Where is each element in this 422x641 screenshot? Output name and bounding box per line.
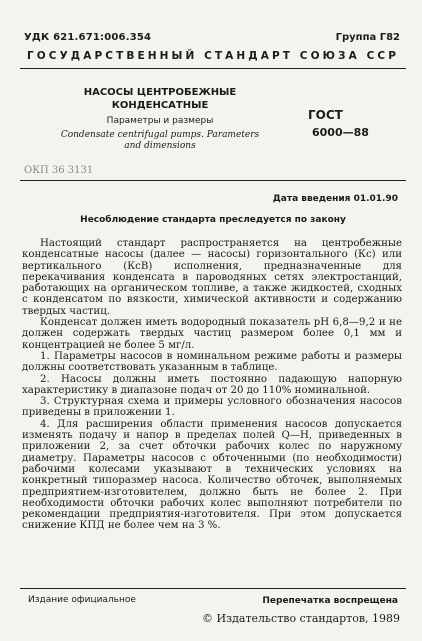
copyright: © Издательство стандартов, 1989 [202, 612, 400, 625]
official-edition: Издание официальное [28, 595, 136, 605]
okp-rule [20, 180, 406, 181]
subtitle: Параметры и размеры [106, 116, 214, 126]
okp-code: ОКП 36 3131 [24, 165, 94, 176]
title-line-1: НАСОСЫ ЦЕНТРОБЕЖНЫЕ [83, 87, 237, 98]
title-line-2: КОНДЕНСАТНЫЕ [111, 100, 209, 111]
udk-code: УДК 621.671:006.354 [24, 32, 152, 43]
footer-rule [20, 588, 406, 589]
group-code: Группа Г82 [335, 32, 400, 43]
reprint-prohibited: Перепечатка воспрещена [262, 596, 398, 606]
paragraph-clause-3: 3. Структурная схема и примеры условного обозначения насосов приведены в приложении 1. [22, 396, 402, 419]
standard-banner: ГОСУДАРСТВЕННЫЙ СТАНДАРТ СОЮЗА ССР [26, 50, 399, 62]
paragraph-clause-2: 2. Насосы должны иметь постоянно падающую напорную характеристику в диапазоне подач от 20 до 110% номинальной. [22, 373, 402, 396]
paragraph-condensate: Конденсат должен иметь водородный показатель pH 6,8—9,2 и не должен содержать твердых частиц размером более 0,1 мм и концентрацией не более 5 мг/л. [22, 317, 402, 351]
standard-body [22, 238, 402, 532]
paragraph-scope: Настоящий стандарт распространяется на центробежные конденсатные насосы (далее — насосы) горизонтального (Кс) или вертикального (КсВ) исполнения, предназначенные для перекачивания конденсата в пароводяных сетях электростанций, работающих на органическом топливе, а также жидкостей, сходных с конденсатом по вязкости, химической активности и содержанию твердых частиц. [22, 238, 402, 317]
legal-notice: Несоблюдение стандарта преследуется по закону [80, 215, 346, 225]
english-title: Condensate centrifugal pumps. Parameters and dimensions [60, 130, 260, 151]
paragraph-clause-4: 4. Для расширения области применения насосов допускается изменять подачу и напор в пределах полей Q—H, приведенных в приложении 2, за счет обточки рабочих колес по наружному диаметру. Параметры насосов с обточенными (по необходимости) рабочими колесами указывают в технических условиях на конкретный типоразмер насоса. Количество обточек, выполняемых предприятием-изготовителем, должно быть не более 2. При необходимости обточки рабочих колес выполняют потребители по рекомендации предприятия-изготовителя. При этом допускается снижение КПД не более чем на 3 %. [22, 418, 402, 532]
paragraph-clause-1: 1. Параметры насосов в номинальном режиме работы и размеры должны соответствовать указанным в таблице. [22, 350, 402, 374]
effective-date: Дата введения 01.01.90 [272, 194, 398, 204]
gost-label: ГОСТ [308, 108, 343, 122]
header-rule [20, 68, 406, 69]
gost-number: 6000—88 [312, 126, 369, 139]
